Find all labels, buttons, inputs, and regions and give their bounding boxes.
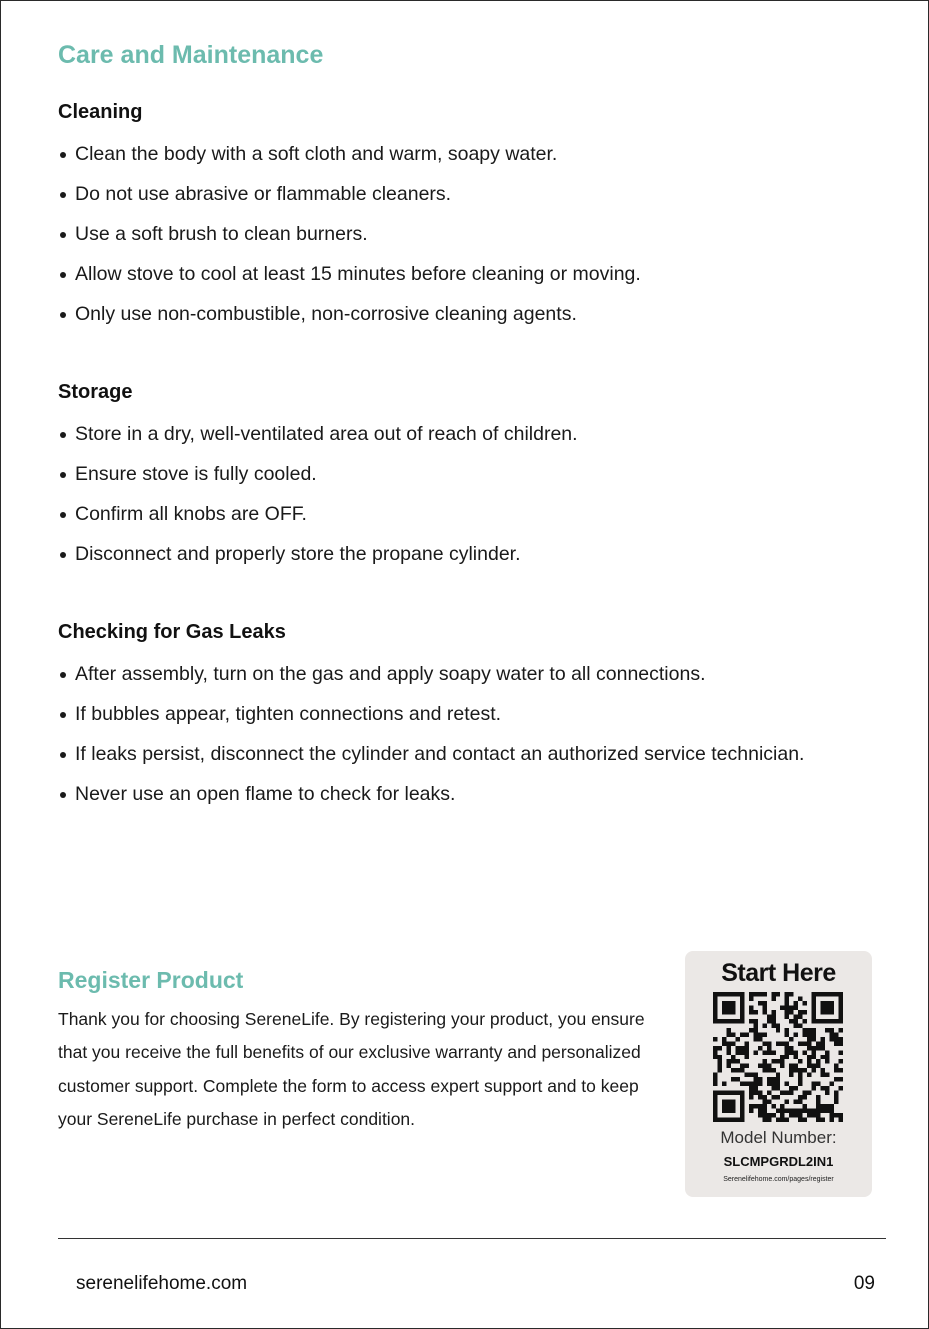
list-item: Disconnect and properly store the propane cylinder. — [58, 534, 578, 574]
footer-website[interactable]: serenelifehome.com — [76, 1273, 248, 1294]
list-item: Only use non-combustible, non-corrosive cleaning agents. — [58, 294, 641, 334]
model-number-label: Model Number: — [720, 1128, 837, 1147]
storage-heading: Storage — [58, 381, 133, 403]
page-title: Care and Maintenance — [58, 41, 324, 69]
register-url[interactable]: Serenelifehome.com/pages/register — [723, 1176, 834, 1183]
model-number: SLCMPGRDL2IN1 — [723, 1154, 834, 1169]
register-body: Thank you for choosing SereneLife. By registering your product, you ensure that you receive the full benefits of our exclusive warranty and personalized customer support. Complete the form to access expert support and to keep your SereneLife purchase in perfect condition. — [58, 1009, 645, 1129]
list-item: Do not use abrasive or flammable cleaners. — [58, 174, 641, 214]
list-item: Ensure stove is fully cooled. — [58, 454, 578, 494]
cleaning-heading: Cleaning — [58, 101, 143, 123]
storage-list — [58, 414, 578, 574]
footer-divider — [58, 1238, 886, 1239]
card-title: Start Here — [721, 959, 836, 987]
page-number: 09 — [853, 1273, 875, 1294]
list-item: Store in a dry, well-ventilated area out of reach of children. — [58, 414, 578, 454]
list-item: If leaks persist, disconnect the cylinder and contact an authorized service technician. — [58, 734, 815, 774]
register-heading: Register Product — [58, 967, 244, 993]
list-item: Confirm all knobs are OFF. — [58, 494, 578, 534]
list-item: If bubbles appear, tighten connections and retest. — [58, 694, 815, 734]
gas-leaks-heading: Checking for Gas Leaks — [58, 621, 286, 643]
gas-leaks-list — [58, 654, 815, 814]
cleaning-list — [58, 134, 641, 334]
register-card[interactable] — [685, 951, 872, 1197]
list-item: Never use an open flame to check for leaks. — [58, 774, 815, 814]
list-item: Clean the body with a soft cloth and warm, soapy water. — [58, 134, 641, 174]
list-item: Allow stove to cool at least 15 minutes before cleaning or moving. — [58, 254, 641, 294]
list-item: After assembly, turn on the gas and apply soapy water to all connections. — [58, 654, 815, 694]
qr-code-icon[interactable] — [713, 992, 843, 1122]
list-item: Use a soft brush to clean burners. — [58, 214, 641, 254]
